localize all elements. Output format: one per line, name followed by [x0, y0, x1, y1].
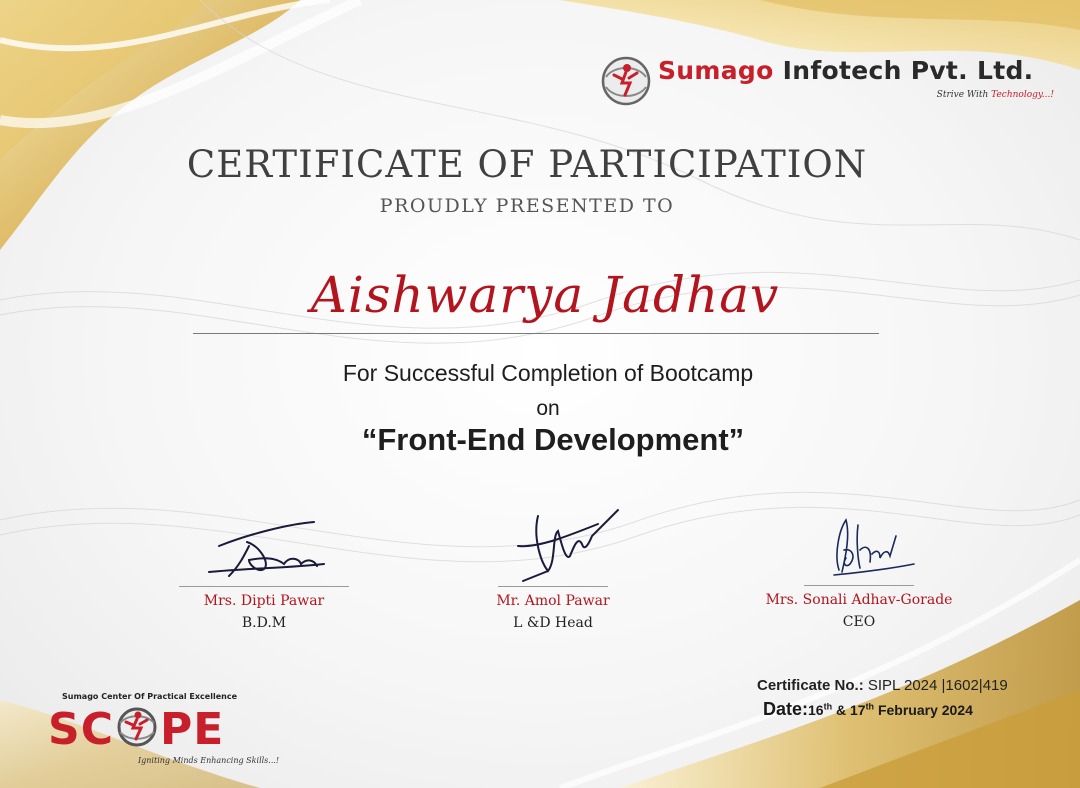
certificate-number-label: Certificate No.: — [757, 677, 864, 694]
company-tagline-part1: Strive With — [936, 90, 989, 100]
signatory-3-name: Mrs. Sonali Adhav-Gorade — [765, 592, 953, 608]
signatory-3 — [759, 510, 959, 630]
scope-top-text: Sumago Center Of Practical Excellence — [62, 692, 237, 701]
recipient-underline — [193, 333, 879, 334]
certificate-title: CERTIFICATE OF PARTICIPATION — [186, 143, 868, 186]
course-name: “Front-End Development” — [361, 422, 745, 457]
company-name-part2: Infotech Pvt. Ltd. — [782, 56, 1034, 85]
signature-2-icon — [478, 506, 628, 586]
scope-tagline: Igniting Minds Enhancing Skills...! — [138, 756, 280, 765]
date-suffix-1: th — [823, 701, 833, 712]
scope-word — [48, 704, 224, 755]
signature-3-icon — [784, 510, 934, 585]
on-text: on — [536, 397, 560, 420]
signatory-2-role: L &D Head — [513, 615, 593, 631]
company-name — [658, 56, 1033, 85]
signature-1-icon — [189, 516, 339, 586]
scope-word-left: SC — [48, 704, 114, 755]
certificate-number-value: SIPL 2024 |1602|419 — [867, 677, 1008, 694]
date-value — [808, 702, 973, 718]
company-logo — [600, 52, 1060, 112]
date-day-2: & 17 — [832, 702, 866, 718]
company-emblem-icon — [600, 55, 652, 107]
signatory-3-role: CEO — [842, 614, 876, 630]
certificate-date — [763, 699, 973, 720]
date-label: Date: — [763, 699, 809, 719]
signature-2-line — [498, 586, 608, 587]
certificate-subtitle: PROUDLY PRESENTED TO — [379, 195, 675, 217]
signature-1-line — [179, 586, 349, 587]
signatory-1 — [164, 516, 364, 631]
recipient-name: Aishwarya Jadhav — [310, 266, 780, 324]
company-tagline-part2: Technology...! — [991, 90, 1054, 100]
company-tagline — [937, 90, 1054, 100]
date-suffix-2: th — [865, 701, 875, 712]
date-month-year: February 2024 — [874, 702, 973, 718]
scope-logo — [48, 690, 288, 780]
signatory-2 — [453, 506, 653, 631]
company-name-part1: Sumago — [658, 56, 774, 85]
completion-text: For Successful Completion of Bootcamp — [342, 360, 754, 386]
scope-globe-icon — [114, 706, 160, 746]
certificate-number — [757, 677, 1008, 694]
signatory-2-name: Mr. Amol Pawar — [496, 593, 610, 609]
date-day-1: 16 — [808, 702, 824, 718]
signatory-1-name: Mrs. Dipti Pawar — [203, 593, 325, 609]
signature-3-line — [804, 585, 914, 586]
signatory-1-role: B.D.M — [241, 615, 287, 631]
scope-word-right: PE — [159, 704, 225, 755]
